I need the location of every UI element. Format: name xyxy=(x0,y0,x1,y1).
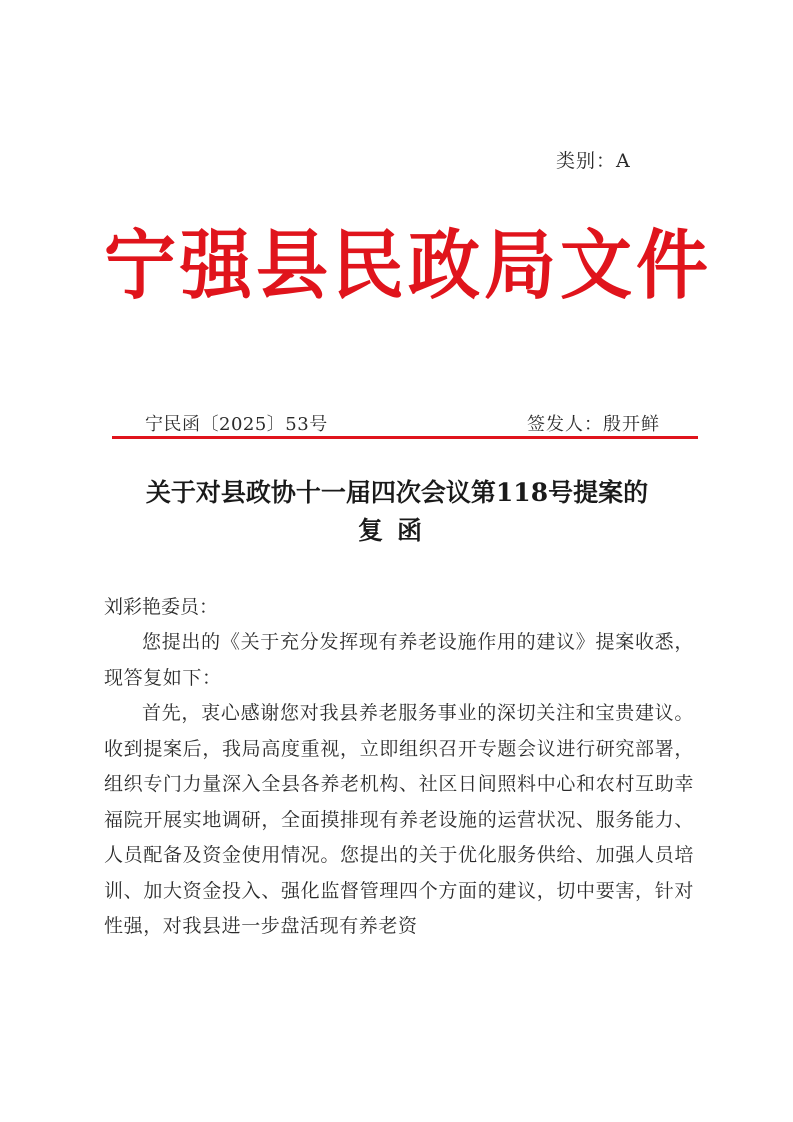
document-masthead: 宁强县民政局文件 xyxy=(104,221,713,310)
document-issuer: 签发人：殷开鲜 xyxy=(527,414,660,435)
document-category: 类别：A xyxy=(556,150,631,172)
document-body xyxy=(104,625,694,945)
body-paragraph: 首先，衷心感谢您对我县养老服务事业的深切关注和宝贵建议。收到提案后，我局高度重视，立即组织召开专题会议进行研究部署，组织专门力量深入全县各养老机构、社区日间照料中心和农村互助幸福院开展实地调研，全面摸排现有养老设施的运营状况、服务能力、人员配备及资金使用情况。您提出的关于优化服务供给、加强人员培训、加大资金投入、强化监督管理四个方面的建议，切中要害，针对性强，对我县进一步盘活现有养老资 xyxy=(104,702,694,937)
salutation: 刘彩艳委员： xyxy=(104,596,219,618)
document-number: 宁民函〔2025〕53号 xyxy=(145,414,328,435)
title-line-1: 关于对县政协十一届四次会议第118号提案的 xyxy=(145,478,649,507)
header-divider xyxy=(112,436,698,439)
title-line-2: 复函 xyxy=(357,516,436,545)
document-title xyxy=(90,474,704,550)
body-paragraph: 您提出的《关于充分发挥现有养老设施作用的建议》提案收悉，现答复如下： xyxy=(104,631,694,689)
